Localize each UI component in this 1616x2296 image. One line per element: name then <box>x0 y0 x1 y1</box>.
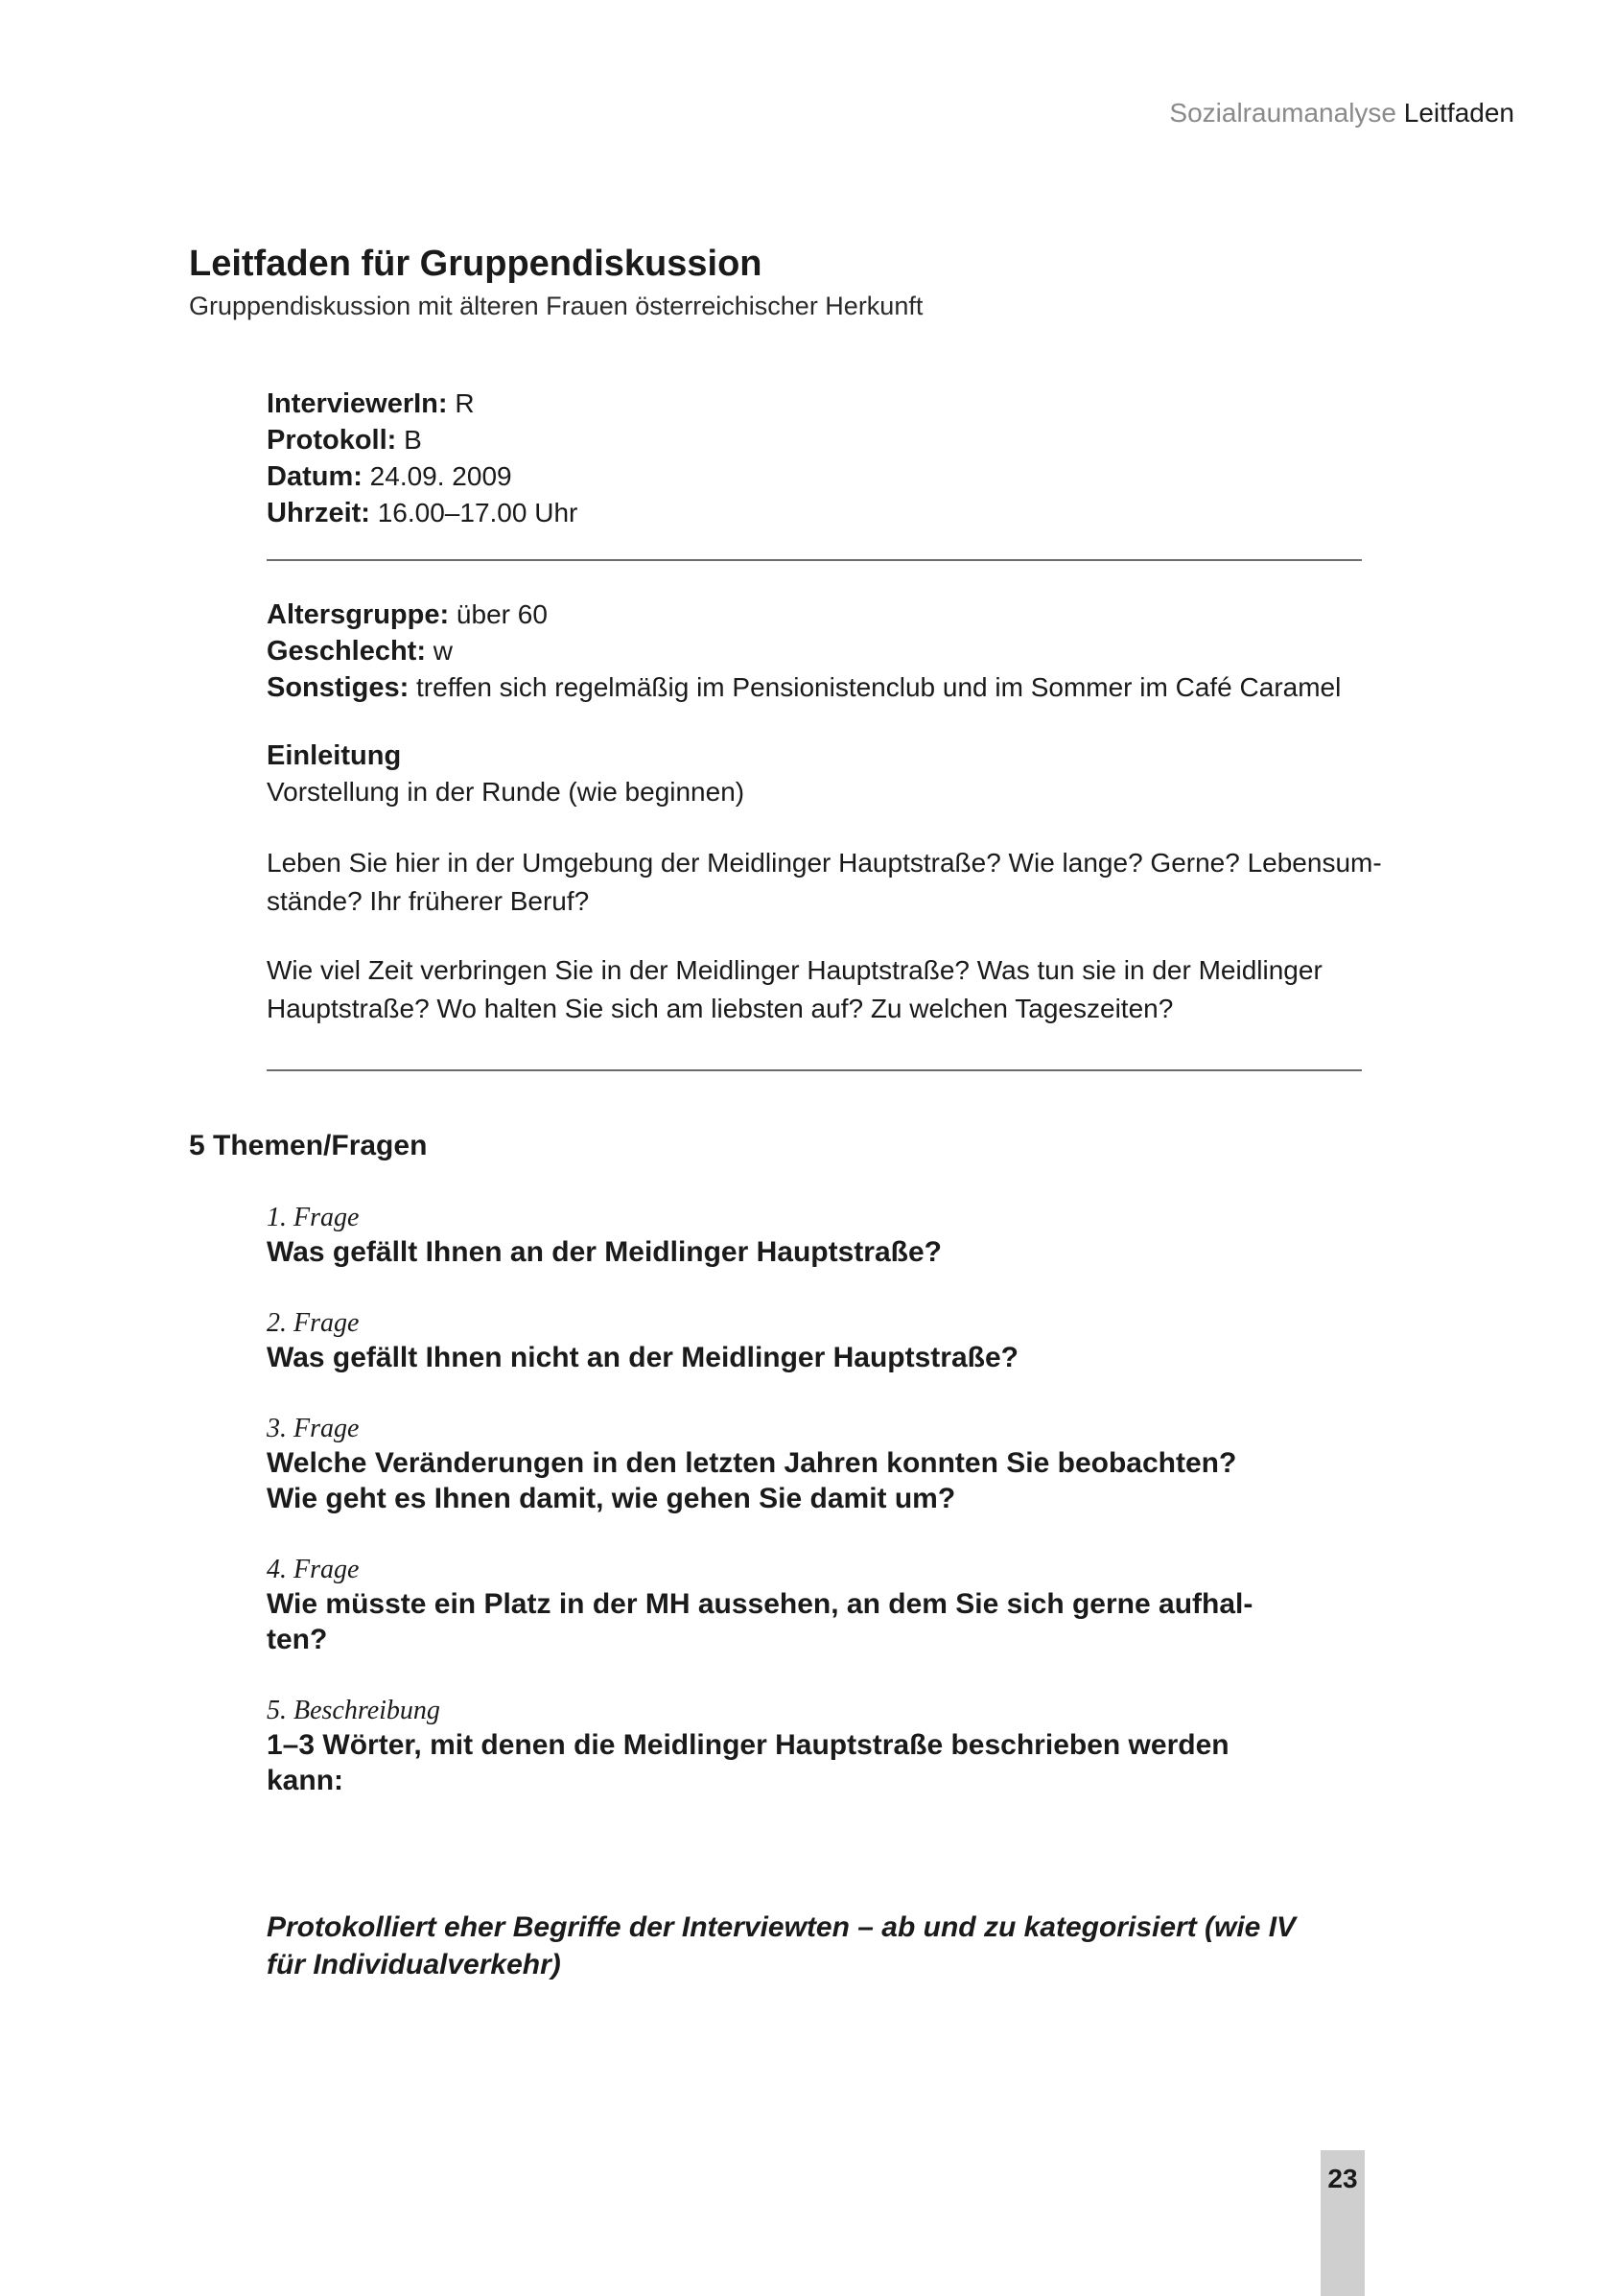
intro-heading: Einleitung <box>267 740 402 771</box>
question-text <box>267 1234 1362 1270</box>
header-section: Sozialraumanalyse <box>1169 98 1396 128</box>
paragraph-line: Hauptstraße? Wo halten Sie sich am liebsten auf? Zu welchen Tageszeiten? <box>267 994 1174 1023</box>
interview-meta <box>267 386 1362 531</box>
question-line: Was gefällt Ihnen nicht an der Meidlinger Hauptstraße? <box>267 1342 1019 1373</box>
question-label: 1. Frage <box>267 1203 360 1232</box>
meta-value: 16.00–17.00 Uhr <box>377 498 578 527</box>
group-info <box>267 597 1362 706</box>
question-label: 4. Frage <box>267 1555 360 1584</box>
group-value: treffen sich regelmäßig im Pensionistenclub und im Sommer im Café Caramel <box>416 672 1342 702</box>
page-number: 23 <box>1327 2164 1358 2193</box>
paragraph-line: Wie viel Zeit verbringen Sie in der Meidlinger Hauptstraße? Was tun sie in der Meidlinger <box>267 955 1323 985</box>
meta-uhrzeit <box>267 495 1362 531</box>
protocol-note <box>267 1909 1362 1983</box>
group-altersgruppe <box>267 597 1362 633</box>
group-label: Geschlecht: <box>267 636 426 667</box>
meta-label: Protokoll: <box>267 425 397 456</box>
question-2 <box>267 1307 1362 1375</box>
note-line: für Individualverkehr) <box>267 1949 561 1980</box>
question-text <box>267 1586 1362 1657</box>
question-line: Wie geht es Ihnen damit, wie gehen Sie damit um? <box>267 1483 956 1514</box>
meta-label: Uhrzeit: <box>267 498 370 528</box>
question-text <box>267 1445 1362 1516</box>
question-text <box>267 1340 1362 1375</box>
question-line: Welche Veränderungen in den letzten Jahren konnten Sie beobachten? <box>267 1447 1237 1479</box>
paragraph-line: stände? Ihr früherer Beruf? <box>267 886 590 916</box>
group-label: Sonstiges: <box>267 672 410 703</box>
question-4 <box>267 1554 1362 1657</box>
meta-interviewer <box>267 386 1362 422</box>
question-line: Was gefällt Ihnen an der Meidlinger Hauptstraße? <box>267 1236 942 1268</box>
question-label: 5. Beschreibung <box>267 1696 440 1725</box>
header-chapter: Leitfaden <box>1403 98 1514 128</box>
question-5 <box>267 1695 1362 1798</box>
page-number-tab <box>1321 2150 1365 2296</box>
question-text <box>267 1727 1362 1798</box>
group-geschlecht <box>267 633 1362 669</box>
topics-heading: 5 Themen/Fragen <box>189 1130 428 1161</box>
divider <box>267 1069 1362 1071</box>
meta-label: Datum: <box>267 461 363 492</box>
note-line: Protokolliert eher Begriffe der Interviewten – ab und zu kategorisiert (wie IV <box>267 1911 1297 1943</box>
intro-line: Vorstellung in der Runde (wie beginnen) <box>267 777 745 807</box>
question-3 <box>267 1413 1362 1516</box>
group-label: Altersgruppe: <box>267 599 450 630</box>
running-header <box>1169 98 1514 129</box>
question-label: 3. Frage <box>267 1414 360 1443</box>
page-subtitle: Gruppendiskussion mit älteren Frauen österreichischer Herkunft <box>189 292 924 320</box>
paragraph-line: Leben Sie hier in der Umgebung der Meidlinger Hauptstraße? Wie lange? Gerne? Lebensum- <box>267 848 1382 878</box>
question-line: 1–3 Wörter, mit denen die Meidlinger Hauptstraße beschrieben werden <box>267 1729 1230 1761</box>
intro-section <box>267 738 1362 809</box>
question-1 <box>267 1202 1362 1270</box>
meta-value: B <box>404 425 422 455</box>
meta-value: R <box>455 388 475 418</box>
question-line: Wie müsste ein Platz in der MH aussehen, an dem Sie sich gerne aufhal- <box>267 1588 1253 1620</box>
question-line: ten? <box>267 1624 328 1655</box>
meta-protokoll <box>267 422 1362 458</box>
group-value: über 60 <box>456 599 548 629</box>
meta-datum <box>267 458 1362 495</box>
intro-paragraph-residence <box>267 844 1382 921</box>
question-line: kann: <box>267 1765 344 1796</box>
page-title: Leitfaden für Gruppendiskussion <box>189 244 762 284</box>
intro-paragraph-time <box>267 951 1362 1028</box>
group-sonstiges <box>267 669 1362 706</box>
meta-value: 24.09. 2009 <box>369 461 512 491</box>
group-value: w <box>433 636 454 666</box>
meta-label: InterviewerIn: <box>267 388 448 419</box>
divider <box>267 559 1362 561</box>
question-label: 2. Frage <box>267 1308 360 1338</box>
